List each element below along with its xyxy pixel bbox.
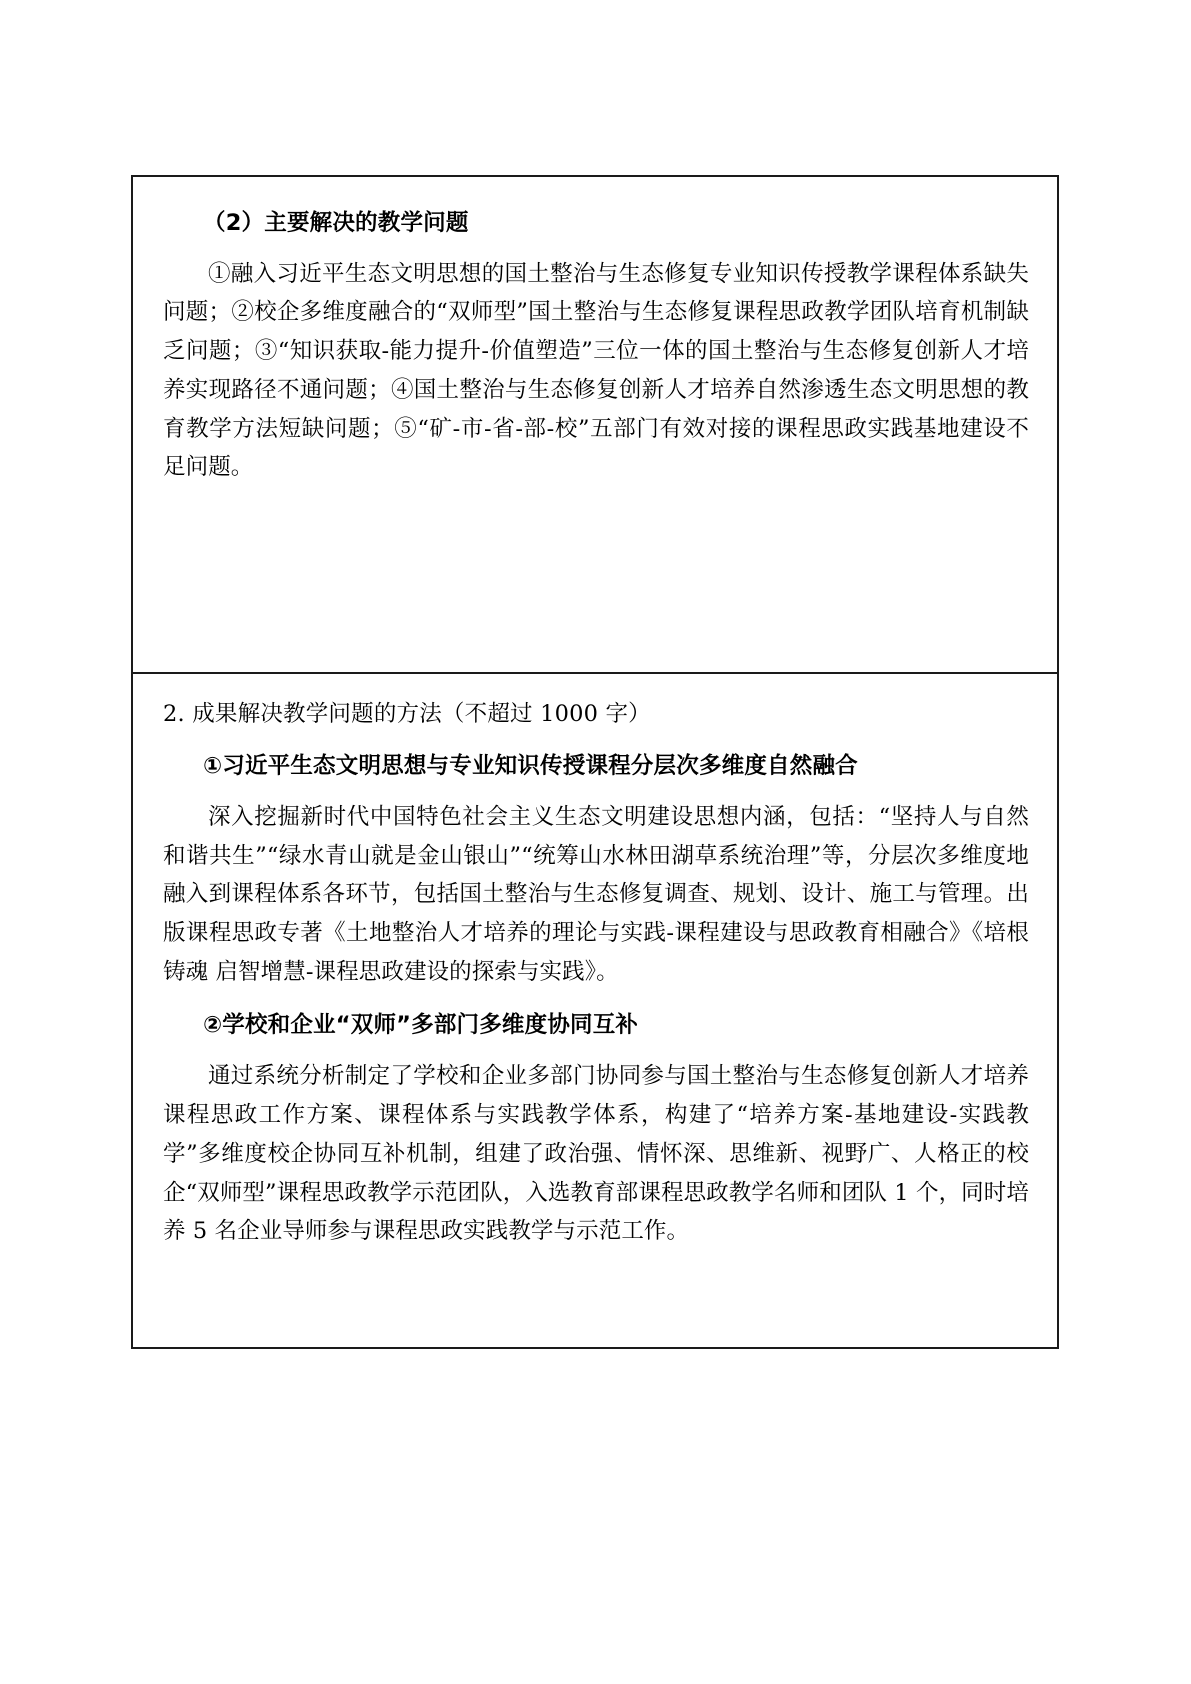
section-teaching-problems <box>133 177 1057 674</box>
method-item-1-body: 深入挖掘新时代中国特色社会主义生态文明建设思想内涵，包括：“坚持人与自然和谐共生”“绿水青山就是金山银山”“统筹山水林田湖草系统治理”等，分层次多维度地融入到课程体系各环节，包括国土整治与生态修复调查、规划、设计、施工与管理。出版课程思政专著《土地整治人才培养的理论与实践-课程建设与思政教育相融合》《培根铸魂 启智增慧-课程思政建设的探索与实践》。 <box>163 804 1029 985</box>
section-heading-problems: （2）主要解决的教学问题 <box>203 210 469 236</box>
document-table <box>131 175 1059 1349</box>
method-item-2-body: 通过系统分析制定了学校和企业多部门协同参与国土整治与生态修复创新人才培养课程思政工作方案、课程体系与实践教学体系，构建了“培养方案-基地建设-实践教学”多维度校企协同互补机制，组建了政治强、情怀深、思维新、视野广、人格正的校企“双师型”课程思政教学示范团队，入选教育部课程思政教学名师和团队 1 个，同时培养 5 名企业导师参与课程思政实践教学与示范工作。 <box>163 1063 1029 1245</box>
method-item-1-title: ①习近平生态文明思想与专业知识传授课程分层次多维度自然融合 <box>203 753 858 779</box>
section-methods <box>133 674 1057 1347</box>
section-heading-methods: 2. 成果解决教学问题的方法（不超过 1000 字） <box>163 701 651 727</box>
paragraph-problems-list: ①融入习近平生态文明思想的国土整治与生态修复专业知识传授教学课程体系缺失问题；②校企多维度融合的“双师型”国土整治与生态修复课程思政教学团队培育机制缺乏问题；③“知识获取-能力提升-价值塑造”三位一体的国土整治与生态修复创新人才培养实现路径不通问题；④国土整治与生态修复创新人才培养自然渗透生态文明思想的教育教学方法短缺问题；⑤“矿-市-省-部-校”五部门有效对接的课程思政实践基地建设不足问题。 <box>163 260 1029 481</box>
method-item-2-title: ②学校和企业“双师”多部门多维度协同互补 <box>203 1012 639 1039</box>
